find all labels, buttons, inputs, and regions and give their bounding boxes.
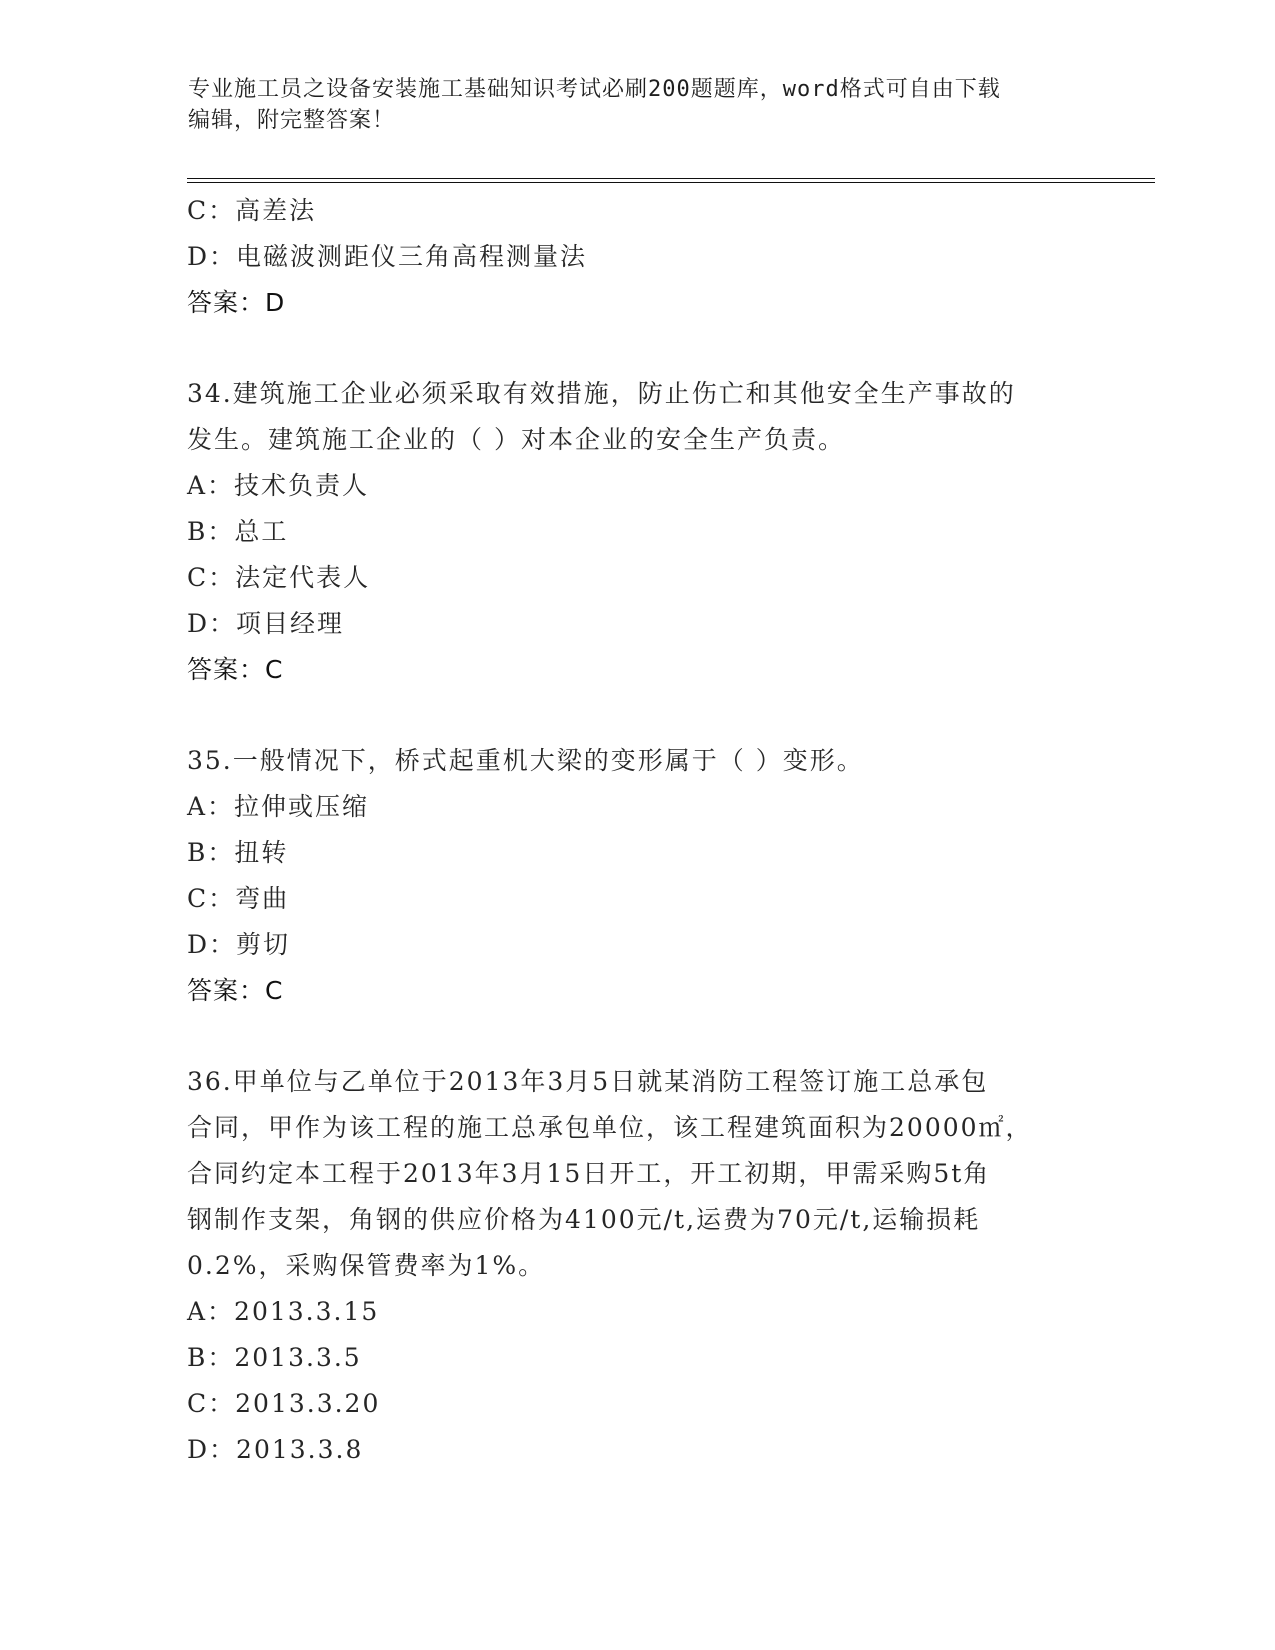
question-34 [187,371,1087,693]
q36-option-c: C：2013.3.20 [187,1389,381,1418]
document-header [188,74,1078,136]
q34-option-c: C：法定代表人 [187,563,371,592]
q33-option-c: C：高差法 [187,196,317,225]
q34-answer: 答案：C [187,655,284,684]
q36-stem-line-1: 36.甲单位与乙单位于2013年3月5日就某消防工程签订施工总承包 [187,1067,989,1096]
spacer [187,693,1087,738]
question-36 [187,1059,1087,1473]
q34-option-d: D：项目经理 [187,609,345,638]
q35-answer: 答案：C [187,976,284,1005]
q35-option-a: A：拉伸或压缩 [187,792,370,821]
q36-option-a: A：2013.3.15 [187,1297,380,1326]
header-divider-bottom [187,182,1155,183]
q34-option-a: A：技术负责人 [187,471,370,500]
q35-stem: 35.一般情况下，桥式起重机大梁的变形属于（ ）变形。 [187,746,864,775]
q36-option-d: D：2013.3.8 [187,1435,364,1464]
q35-option-b: B：扭转 [187,838,289,867]
q36-stem-line-3: 合同约定本工程于2013年3月15日开工，开工初期，甲需采购5t角 [187,1159,991,1188]
q36-stem-line-5: 0.2%，采购保管费率为1%。 [187,1251,546,1280]
question-list [187,188,1087,1473]
q34-option-b: B：总工 [187,517,289,546]
spacer [187,326,1087,371]
q34-stem-line-2: 发生。建筑施工企业的（ ）对本企业的安全生产负责。 [187,425,845,454]
q36-option-b: B：2013.3.5 [187,1343,362,1372]
q33-answer: 答案：D [187,288,286,317]
q34-stem-line-1: 34.建筑施工企业必须采取有效措施，防止伤亡和其他安全生产事故的 [187,379,1016,408]
q35-option-d: D：剪切 [187,930,291,959]
header-line-1: 专业施工员之设备安装施工基础知识考试必刷200题题库，word格式可自由下载 [188,77,1001,102]
q36-stem-line-2: 合同，甲作为该工程的施工总承包单位，该工程建筑面积为20000㎡， [187,1113,1033,1142]
q33-option-d: D：电磁波测距仪三角高程测量法 [187,242,588,271]
header-divider-top [187,178,1155,179]
question-35 [187,738,1087,1014]
question-33-tail [187,188,1087,326]
spacer [187,1014,1087,1059]
q35-option-c: C：弯曲 [187,884,290,913]
header-line-2: 编辑，附完整答案！ [188,108,396,133]
q36-stem-line-4: 钢制作支架，角钢的供应价格为4100元/t,运费为70元/t,运输损耗 [187,1205,981,1234]
